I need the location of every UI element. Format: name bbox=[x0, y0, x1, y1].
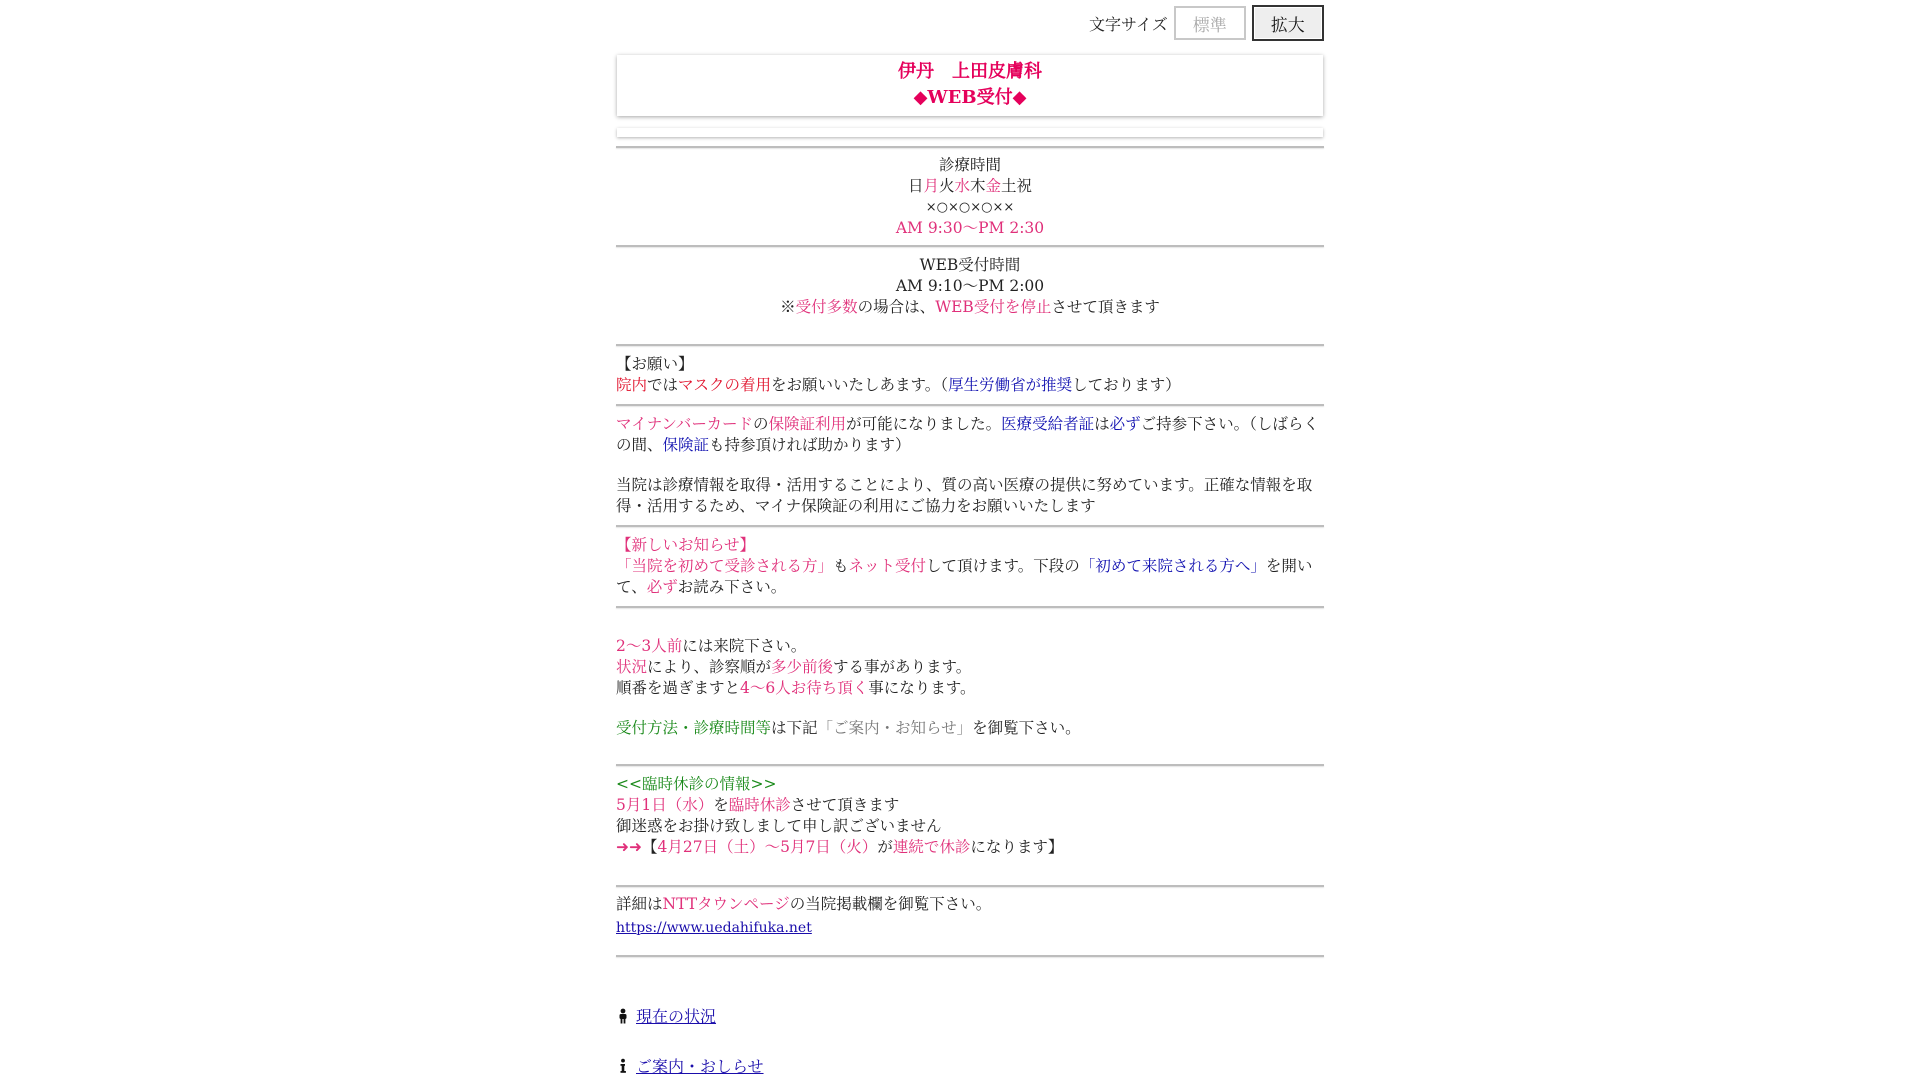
page-header bbox=[617, 55, 1323, 116]
mynumber-text: 必ず bbox=[1109, 415, 1141, 433]
hours-section bbox=[616, 155, 1324, 239]
nav-status bbox=[616, 1004, 716, 1027]
mynumber-info: 当院は診療情報を取得・活用することにより、質の高い医療の提供に努めています。正確な情報を取得・活用するため、マイナ保険証の利用にご協力をお願いいたします bbox=[616, 476, 1313, 515]
news-text: 「当院を初めて受診される方」 bbox=[616, 557, 834, 575]
mynumber-text: マイナンバーカード bbox=[616, 415, 754, 433]
news-text: して頂けます。下段の bbox=[926, 557, 1080, 575]
day-fri: 金 bbox=[985, 177, 1002, 195]
day-hol: 祝 bbox=[1016, 177, 1033, 195]
clinic-name: 伊丹 上田皮膚科 bbox=[898, 61, 1042, 82]
current-status-link[interactable]: 現在の状況 bbox=[636, 1007, 717, 1026]
detail-text: NTTタウンページ bbox=[662, 895, 790, 913]
closure-text: 5月1日（水） bbox=[616, 796, 714, 814]
hours-title: 診療時間 bbox=[938, 156, 1001, 174]
day-tue: 火 bbox=[938, 177, 955, 195]
clinic-url-link[interactable]: https://www.uedahifuka.net bbox=[616, 920, 812, 936]
closure-text: を bbox=[713, 796, 729, 814]
closure-text: になります】 bbox=[970, 838, 1064, 856]
guide-text: 2～3人前 bbox=[616, 637, 683, 655]
divider bbox=[616, 606, 1324, 608]
closure-text: 臨時休診 bbox=[728, 796, 791, 814]
info-icon bbox=[616, 1058, 630, 1074]
detail-line bbox=[616, 894, 1324, 915]
news-text: を開いて、 bbox=[616, 557, 1313, 596]
guide-text: 事になります。 bbox=[868, 679, 976, 697]
hours-marks: ×○×○×○×× bbox=[925, 200, 1015, 215]
web-hours-note bbox=[616, 297, 1324, 318]
day-wed: 水 bbox=[954, 177, 970, 195]
guide-section bbox=[616, 636, 1324, 739]
mynumber-text: 保険証 bbox=[662, 436, 710, 454]
mynumber-text: は bbox=[1094, 415, 1110, 433]
request-text: 院内 bbox=[616, 376, 648, 394]
guide-text: 多少前後 bbox=[771, 658, 834, 676]
day-mon: 月 bbox=[923, 177, 939, 195]
mynumber-text: 医療受給者証 bbox=[1001, 415, 1095, 433]
request-title: 【お願い】 bbox=[616, 355, 694, 373]
web-hours-section bbox=[616, 255, 1324, 318]
divider bbox=[616, 955, 1324, 957]
note-text: ※ bbox=[780, 298, 796, 316]
request-text: では bbox=[647, 376, 679, 394]
guide-text: により、診察順が bbox=[647, 658, 772, 676]
web-reception-title: ◆WEB受付◆ bbox=[913, 87, 1027, 108]
guide-text: は下記 bbox=[771, 719, 818, 737]
day-sun: 日 bbox=[907, 177, 924, 195]
nav-info bbox=[616, 1054, 764, 1077]
detail-text: の当院掲載欄を御覧下さい。 bbox=[789, 895, 992, 913]
guide-text: には来院下さい。 bbox=[682, 637, 807, 655]
mynumber-line bbox=[616, 414, 1324, 456]
guide-text: を御覧下さい。 bbox=[972, 719, 1081, 737]
guide-line-3 bbox=[616, 678, 1324, 699]
mynumber-text: も持参頂ければ助かります） bbox=[709, 436, 911, 454]
note-text: させて頂きます bbox=[1051, 298, 1160, 316]
header-divider-bar bbox=[617, 128, 1323, 137]
news-text: も bbox=[833, 557, 849, 575]
request-text: しております） bbox=[1072, 376, 1181, 394]
detail-section bbox=[616, 894, 1324, 939]
divider bbox=[616, 245, 1324, 247]
mynumber-text: 保険証利用 bbox=[768, 415, 847, 433]
news-text: ネット受付 bbox=[848, 557, 927, 575]
guide-line-4 bbox=[616, 718, 1324, 739]
hours-time: AM 9:30～PM 2:30 bbox=[895, 219, 1045, 237]
guide-line-1 bbox=[616, 636, 1324, 657]
closure-line-2: 御迷惑をお掛け致しまして申し訳ございません bbox=[616, 817, 942, 835]
note-text: WEB受付を停止 bbox=[935, 298, 1052, 316]
web-hours-time: AM 9:10～PM 2:00 bbox=[895, 277, 1045, 295]
mynumber-text: の bbox=[753, 415, 769, 433]
font-size-standard-button[interactable]: 標準 bbox=[1174, 6, 1246, 40]
day-thu: 木 bbox=[970, 177, 986, 195]
closure-text: 連続で休診 bbox=[892, 838, 971, 856]
divider bbox=[616, 525, 1324, 527]
request-text: マスクの着用 bbox=[678, 376, 772, 394]
divider bbox=[616, 764, 1324, 766]
news-text: 必ず bbox=[646, 578, 678, 596]
guide-line-2 bbox=[616, 657, 1324, 678]
mynumber-text: が可能になりました。 bbox=[846, 415, 1002, 433]
font-size-bar bbox=[1089, 5, 1324, 41]
request-line bbox=[616, 375, 1324, 396]
closure-text: 4月27日（土）～5月7日（火） bbox=[657, 838, 878, 856]
closure-line-3 bbox=[616, 837, 1324, 858]
closure-section bbox=[616, 774, 1324, 858]
news-text: お読み下さい。 bbox=[677, 578, 787, 596]
divider bbox=[616, 885, 1324, 887]
guide-text: 状況 bbox=[616, 658, 648, 676]
news-title: 【新しいお知らせ】 bbox=[616, 536, 756, 554]
guide-text: 受付方法・診療時間等 bbox=[616, 719, 772, 737]
news-section bbox=[616, 535, 1324, 598]
request-text: をお願いいたしあます。（ bbox=[771, 376, 949, 394]
guide-text: する事があります。 bbox=[833, 658, 972, 676]
info-notice-link[interactable]: ご案内・おしらせ bbox=[636, 1057, 764, 1076]
mynumber-section bbox=[616, 414, 1324, 517]
font-size-large-button[interactable]: 拡大 bbox=[1252, 5, 1324, 41]
hours-days bbox=[616, 176, 1324, 197]
detail-text: 詳細は bbox=[616, 895, 663, 913]
divider bbox=[616, 146, 1324, 148]
closure-title: <<臨時休診の情報>> bbox=[616, 775, 777, 793]
closure-text: させて頂きます bbox=[790, 796, 900, 814]
divider bbox=[616, 344, 1324, 346]
guide-text: 4～6人お待ち頂く bbox=[740, 679, 869, 697]
web-hours-title: WEB受付時間 bbox=[919, 256, 1021, 274]
closure-line-1 bbox=[616, 795, 1324, 816]
note-text: 受付多数 bbox=[795, 298, 858, 316]
closure-text: 【 bbox=[641, 838, 658, 856]
note-text: の場合は、 bbox=[857, 298, 936, 316]
request-text: 厚生労働省が推奨 bbox=[948, 376, 1073, 394]
closure-text: が bbox=[877, 838, 893, 856]
news-text: 「初めて来院される方へ」 bbox=[1079, 557, 1266, 575]
person-icon bbox=[616, 1008, 630, 1024]
font-size-label: 文字サイズ bbox=[1089, 14, 1168, 34]
guide-text: 「ご案内・お知らせ」 bbox=[817, 719, 973, 737]
news-line bbox=[616, 556, 1324, 598]
day-sat: 土 bbox=[1001, 177, 1017, 195]
guide-text: 順番を過ぎますと bbox=[616, 679, 741, 697]
arrow-icon: ➜➜ bbox=[616, 838, 642, 856]
mynumber-text: ご持参下さい。（しばらくの間、 bbox=[616, 415, 1319, 454]
request-section bbox=[616, 354, 1324, 396]
divider bbox=[616, 404, 1324, 406]
